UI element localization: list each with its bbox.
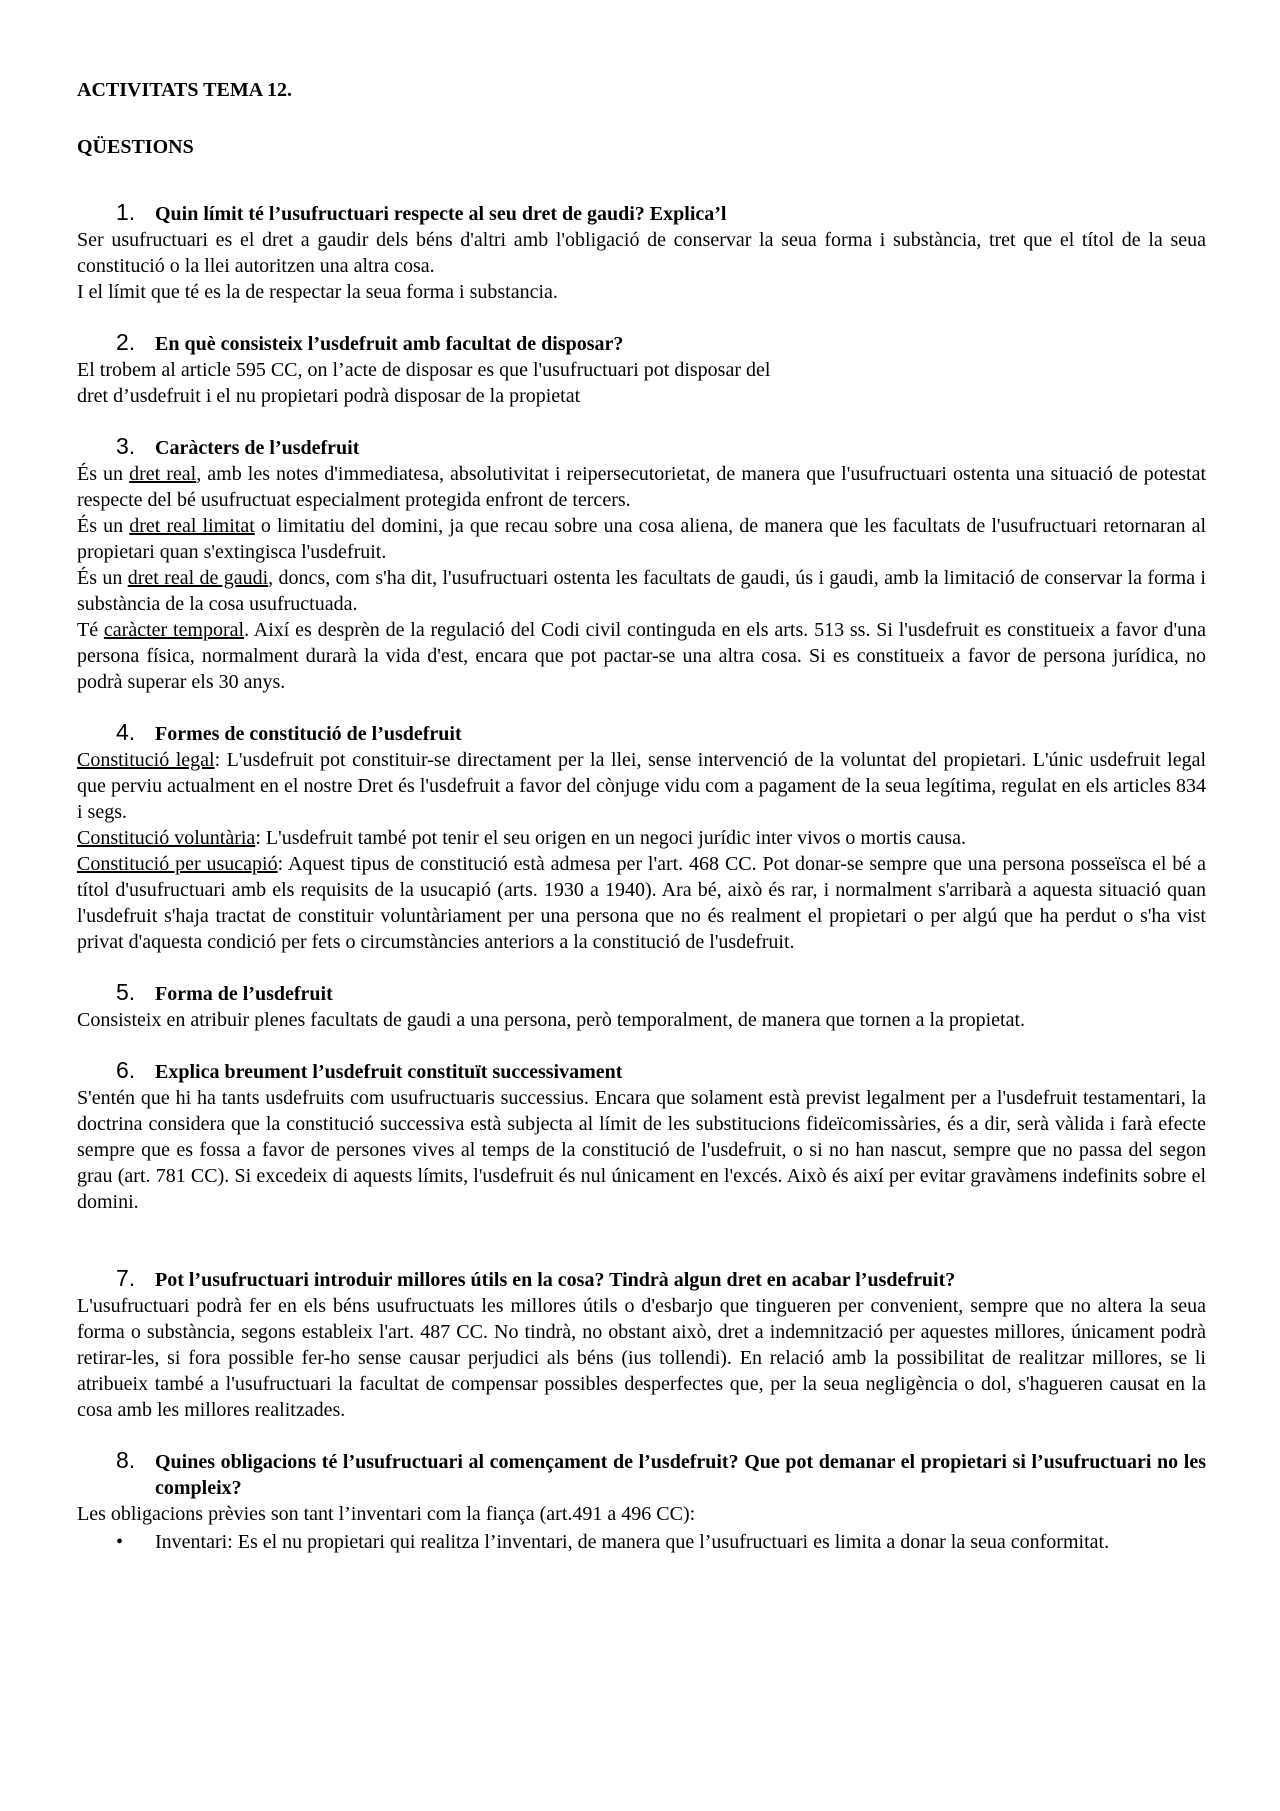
answer-paragraph: Les obligacions prèvies son tant l’inventari com la fiança (art.491 a 496 CC): [77, 1503, 696, 1525]
answer-line: El trobem al article 595 CC, on l’acte de disposar es que l'usufructuari pot disposar del [77, 359, 771, 381]
text-run: , doncs, com s'ha dit, l'usufructuari ostenta les facultats de gaudi, ús i gaudi, amb la limitació de conservar la forma i substància de la cosa usufructuada. [77, 567, 1206, 615]
underlined-term: dret real limitat [129, 515, 255, 537]
question-title: Formes de constitució de l’usdefruit [155, 723, 462, 745]
answer-paragraph [77, 565, 1206, 617]
question-4-heading [77, 719, 1206, 747]
answer-paragraph: Consisteix en atribuir plenes facultats de gaudi a una persona, però temporalment, de manera que tornen a la propietat. [77, 1009, 1025, 1031]
question-number: 5. [116, 979, 136, 1005]
question-7-heading [77, 1265, 1206, 1293]
underlined-term: caràcter temporal [103, 619, 245, 641]
text-run: És un [77, 567, 128, 589]
question-number: 1. [116, 199, 136, 225]
question-number: 7. [116, 1265, 136, 1291]
underlined-term: dret real [129, 463, 197, 485]
answer-paragraph: Ser usufructuari es el dret a gaudir dels béns d'altri amb l'obligació de conservar la seua forma i substància, tret que el títol de la seua constitució o la llei autoritzen una altra cosa. [77, 229, 1206, 277]
text-run: : Aquest tipus de constitució està admesa per l'art. 468 CC. Pot donar-se sempre que una persona posseïsca el bé a títol d'usufructuari amb els requisits de la usucapió (arts. 1930 a 1940). Ara bé, això és rar, i normalment s'arribarà a aquesta situació quan l'usdefruit s'haja tractat de constituir voluntàriament per una persona que no és realment el propietari o per algú que ha perdut o s'ha vist privat d'aquesta condició per fets o circumstàncies anteriors a la constitució de l'usdefruit. [77, 853, 1206, 953]
text-run: , amb les notes d'immediatesa, absolutivitat i reipersecutorietat, de manera que l'usufructuari ostenta una situació de potestat respecte del bé usufructuat especialment protegida enfront de tercers. [77, 463, 1207, 511]
question-8-heading [77, 1447, 1206, 1501]
question-number: 2. [116, 329, 136, 355]
text-run: És un [77, 463, 130, 485]
question-title: Quines obligacions té l’usufructuari al començament de l’usdefruit? Que pot demanar el propietari si l’usufructuari no les compleix? [155, 1451, 1206, 1499]
question-title: Explica breument l’usdefruit constituït successivament [155, 1061, 623, 1083]
text-run: : L'usdefruit també pot tenir el seu origen en un negoci jurídic inter vivos o mortis causa. [255, 827, 966, 849]
question-title: Quin límit té l’usufructuari respecte al seu dret de gaudi? Explica’l [155, 203, 727, 225]
underlined-term: dret real de gaudi [127, 567, 269, 589]
question-5-heading [77, 979, 1206, 1007]
answer-paragraph: I el límit que té es la de respectar la seua forma i substancia. [77, 281, 558, 303]
question-title: Pot l’usufructuari introduir millores útils en la cosa? Tindrà algun dret en acabar l’usdefruit? [155, 1269, 956, 1291]
underlined-term: Constitució per usucapió [77, 853, 278, 875]
document-subheading: QÜESTIONS [77, 136, 194, 158]
answer-paragraph [77, 851, 1206, 955]
text-run: : L'usdefruit pot constituir-se directament per la llei, sense intervenció de la voluntat del propietari. L'únic usdefruit legal que perviu actualment en el nostre Dret és l'usdefruit a favor del cònjuge vidu com a pagament de la seua legítima, regulat en els articles 834 i segs. [77, 749, 1207, 823]
question-1-heading [77, 199, 1206, 227]
text-run: . Així es desprèn de la regulació del Codi civil continguda en els arts. 513 ss. Si l'usdefruit es constitueix a favor d'una persona física, normalment durarà la vida d'est, encara que pot pactar-se una altra cosa. Si es constitueix a favor de persona jurídica, no podrà superar els 30 anys. [77, 619, 1206, 693]
question-2-heading [77, 329, 1206, 357]
document-heading: ACTIVITATS TEMA 12. [77, 79, 293, 101]
question-number: 6. [116, 1057, 136, 1083]
question-number: 8. [116, 1447, 136, 1473]
answer-paragraph [77, 513, 1206, 565]
question-number: 3. [116, 433, 136, 459]
answer-paragraph [77, 617, 1206, 695]
answer-paragraph: L'usufructuari podrà fer en els béns usufructuats les millores útils o d'esbarjo que tingueren per convenient, sempre que no altera la seua forma o substància, segons estableix l'art. 487 CC. No tindrà, no obstant això, dret a indemnització per aquestes millores, únicament podrà retirar-les, si fora possible fer-ho sense causar perjudici als béns (ius tollendi). En relació amb la possibilitat de realitzar millores, se li atribueix també a l'usufructuari la facultat de compensar possibles desperfectes que, per la seua negligència o dol, s'hagueren causat en la cosa amb les millores realitzades. [77, 1295, 1206, 1421]
question-title: Caràcters de l’usdefruit [155, 437, 360, 459]
document-page [77, 62, 1206, 1555]
text-run: o limitatiu del domini, ja que recau sobre una cosa aliena, de manera que les facultats de l'usufructuari retornaran al propietari quan s'extingisca l'usdefruit. [77, 515, 1207, 563]
bullet-icon: • [116, 1531, 124, 1553]
answer-paragraph: S'entén que hi ha tants usdefruits com usufructuaris successius. Encara que solament està previst legalment per a l'usdefruit testamentari, la doctrina considera que la constitució successiva està subjecta al límit de les substitucions fideïcomissàries, és a dir, serà vàlida i farà efecte sempre que es fossa a favor de persones vives al temps de la constitució de l'usdefruit, o si no han nascut, sempre que no passa del segon grau (art. 781 CC). Si excedeix di aquests límits, l'usdefruit és nul únicament en l'excés. Això és així per evitar gravàmens indefinits sobre el domini. [77, 1087, 1206, 1213]
underlined-term: Constitució voluntària [77, 827, 256, 849]
question-title: En què consisteix l’usdefruit amb facultat de disposar? [155, 333, 624, 355]
answer-paragraph [77, 747, 1206, 825]
list-item-text: Inventari: Es el nu propietari qui realitza l’inventari, de manera que l’usufructuari es limita a donar la seua conformitat. [155, 1531, 1110, 1553]
underlined-term: Constitució legal [77, 749, 215, 771]
question-title: Forma de l’usdefruit [155, 983, 333, 1005]
answer-paragraph [77, 461, 1206, 513]
question-number: 4. [116, 719, 136, 745]
text-run: Té [77, 619, 104, 641]
question-3-heading [77, 433, 1206, 461]
text-run: És un [77, 515, 130, 537]
answer-paragraph [77, 825, 1206, 851]
list-item [77, 1529, 1206, 1555]
question-6-heading [77, 1057, 1206, 1085]
answer-line: dret d’usdefruit i el nu propietari podrà disposar de la propietat [77, 385, 581, 407]
